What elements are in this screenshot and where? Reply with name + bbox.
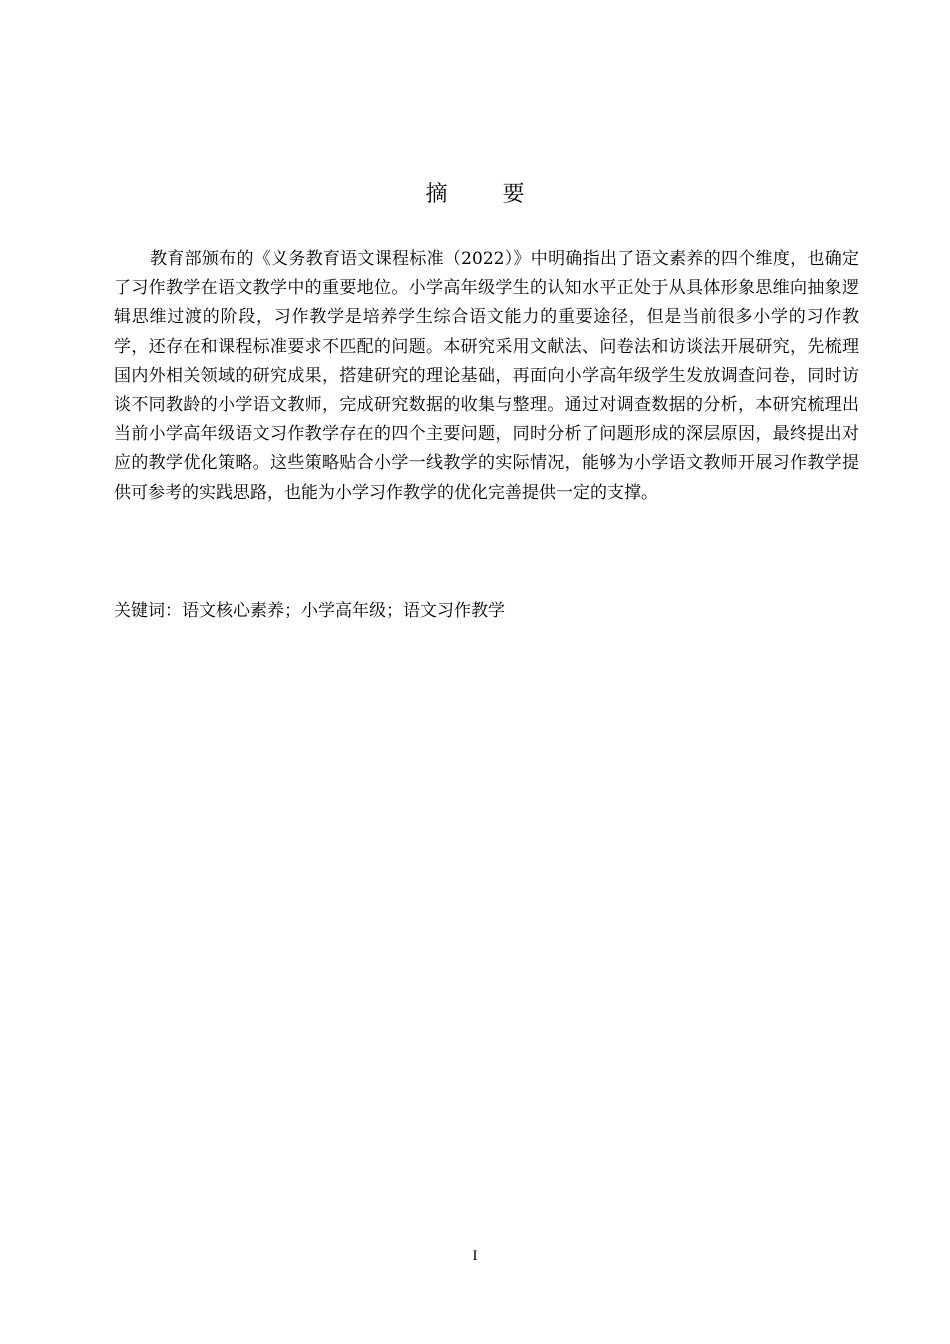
keywords-text: 语文核心素养；小学高年级；语文习作教学 [182,601,505,621]
abstract-title: 摘 要 [425,182,549,207]
abstract-body: 教育部颁布的《义务教育语文课程标准（2022）》中明确指出了语文素养的四个维度，也确定了习作教学在语文教学中的重要地位。小学高年级学生的认知水平正处于从具体形象思维向抽象逻辑思维过渡的阶段，习作教学是培养学生综合语文能力的重要途径，但是当前很多小学的习作教学，还存在和课程标准要求不匹配的问题。本研究采用文献法、问卷法和访谈法开展研究，先梳理国内外相关领域的研究成果，搭建研究的理论基础，再面向小学高年级学生发放调查问卷，同时访谈不同教龄的小学语文教师，完成研究数据的收集与整理。通过对调查数据的分析，本研究梳理出当前小学高年级语文习作教学存在的四个主要问题，同时分析了问题形成的深层原因，最终提出对应的教学优化策略。这些策略贴合小学一线教学的实际情况，能够为小学语文教师开展习作教学提供可参考的实践思路，也能为小学习作教学的优化完善提供一定的支撑。 [114,249,859,503]
page-number: I [472,1248,478,1264]
keywords-label: 关键词： [114,601,182,621]
keywords-line [114,598,859,624]
